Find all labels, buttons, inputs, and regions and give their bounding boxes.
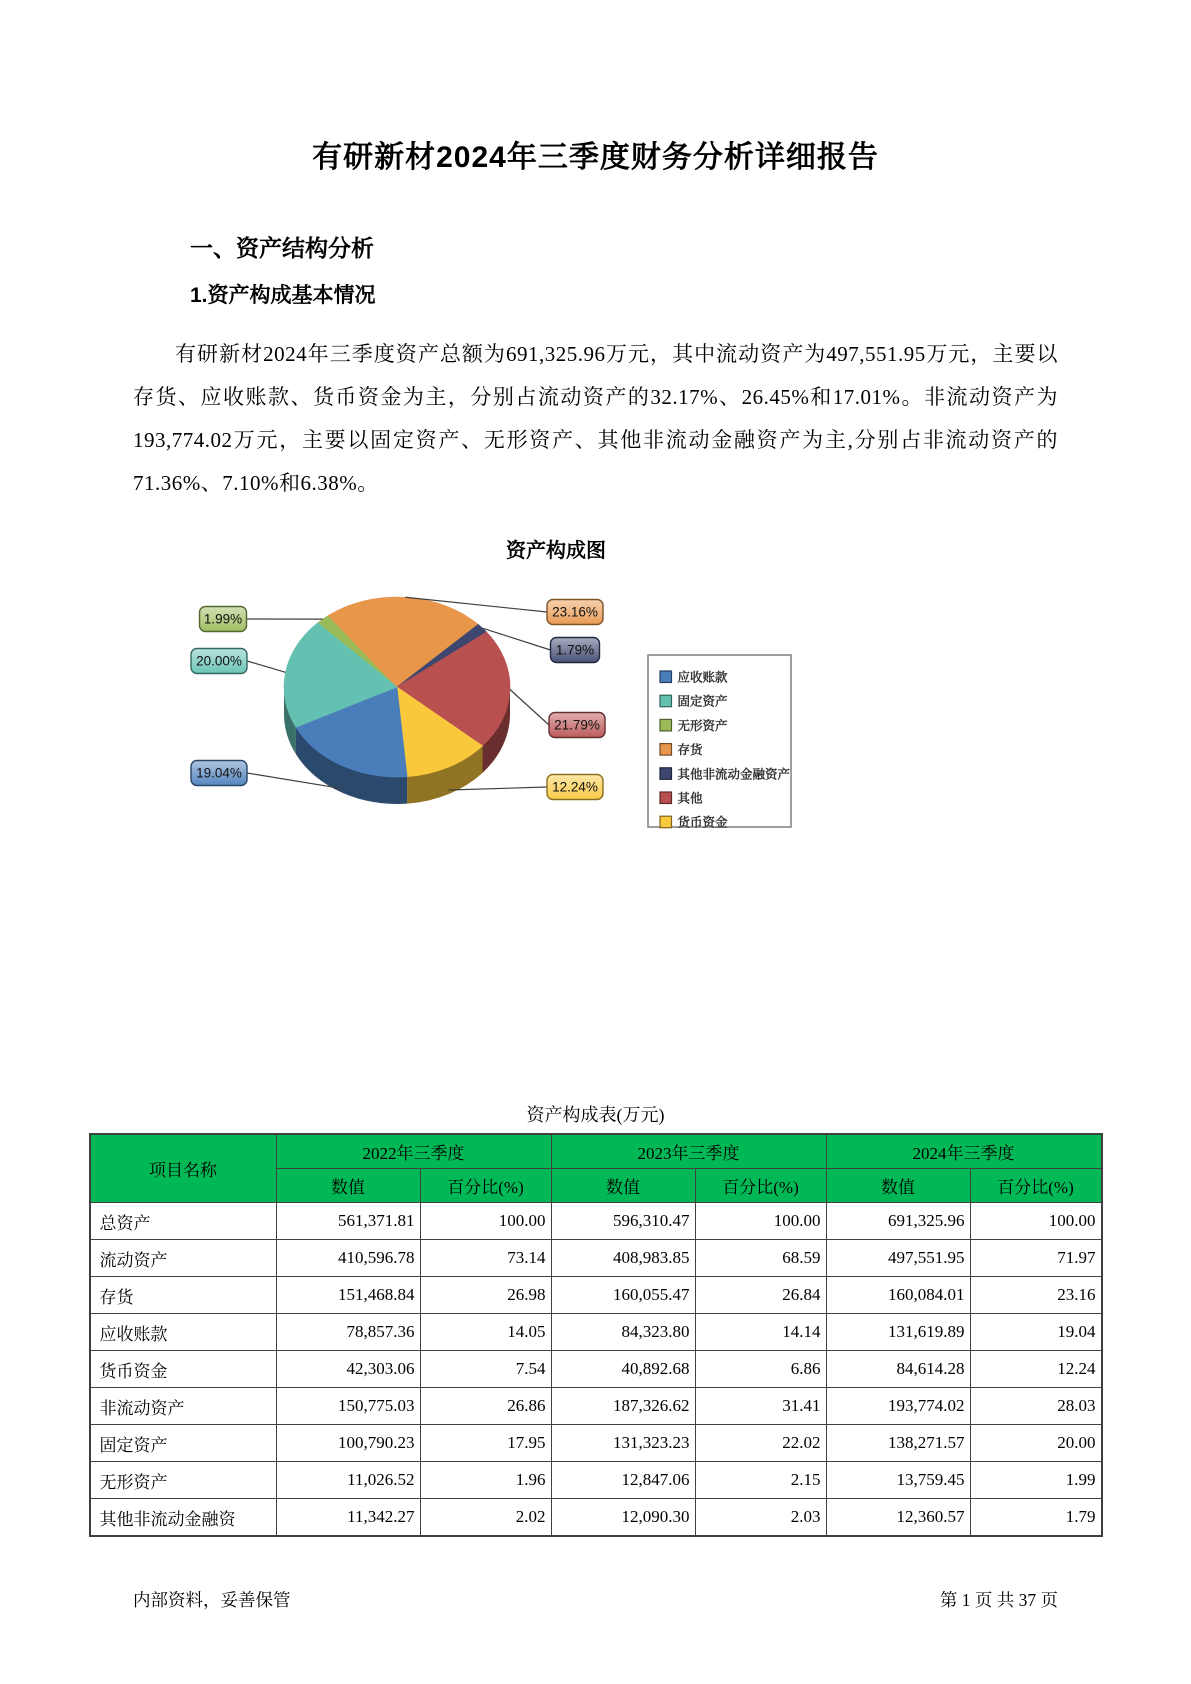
table-cell: 691,325.96 <box>826 1203 970 1240</box>
table-cell: 6.86 <box>695 1351 826 1388</box>
table-row <box>90 1351 1102 1388</box>
section-heading-asset-structure: 一、资产结构分析 <box>190 235 374 261</box>
legend-swatch-其他非流动金融资产 <box>660 768 672 780</box>
table-cell: 150,775.03 <box>276 1388 420 1425</box>
legend-label: 其他非流动金融资产 <box>677 767 791 782</box>
legend-label: 固定资产 <box>677 694 728 709</box>
table-cell: 131,323.23 <box>551 1425 695 1462</box>
table-cell: 22.02 <box>695 1425 826 1462</box>
column-header-period-2: 2024年三季度 <box>826 1134 1102 1169</box>
table-cell: 73.14 <box>420 1240 551 1277</box>
pie-percent-label: 1.79% <box>555 642 595 658</box>
label-leader-line <box>449 787 547 790</box>
pie-percent-label: 19.04% <box>196 765 242 781</box>
table-row <box>90 1314 1102 1351</box>
table-cell: 1.79 <box>970 1499 1102 1537</box>
footer-confidential-note: 内部资料，妥善保管 <box>133 1590 291 1610</box>
table-cell: 84,323.80 <box>551 1314 695 1351</box>
table-cell: 14.14 <box>695 1314 826 1351</box>
table-cell: 71.97 <box>970 1240 1102 1277</box>
legend-label: 货币资金 <box>677 815 728 830</box>
table-cell: 11,342.27 <box>276 1499 420 1537</box>
table-row <box>90 1203 1102 1240</box>
row-label: 固定资产 <box>90 1425 277 1462</box>
legend-label: 应收账款 <box>677 670 728 685</box>
column-header-value: 数值 <box>551 1169 695 1203</box>
pie-percent-label: 20.00% <box>196 653 242 669</box>
table-row <box>90 1462 1102 1499</box>
table-cell: 31.41 <box>695 1388 826 1425</box>
legend-swatch-存货 <box>660 744 672 756</box>
table-cell: 131,619.89 <box>826 1314 970 1351</box>
table-cell: 12,090.30 <box>551 1499 695 1537</box>
table-cell: 187,326.62 <box>551 1388 695 1425</box>
row-label: 其他非流动金融资 <box>90 1499 277 1537</box>
table-cell: 100,790.23 <box>276 1425 420 1462</box>
row-label: 流动资产 <box>90 1240 277 1277</box>
column-header-percent: 百分比(%) <box>420 1169 551 1203</box>
table-cell: 1.96 <box>420 1462 551 1499</box>
table-cell: 1.99 <box>970 1462 1102 1499</box>
table-cell: 13,759.45 <box>826 1462 970 1499</box>
table-cell: 2.15 <box>695 1462 826 1499</box>
column-header-percent: 百分比(%) <box>695 1169 826 1203</box>
asset-table-title: 资产构成表(万元) <box>526 1105 665 1126</box>
row-label: 货币资金 <box>90 1351 277 1388</box>
footer-page-number: 第 1 页 共 37 页 <box>939 1590 1058 1610</box>
label-leader-line <box>510 690 549 725</box>
asset-summary-paragraph: 有研新材2024年三季度资产总额为691,325.96万元，其中流动资产为497,551.95万元，主要以存货、应收账款、货币资金为主，分别占流动资产的32.17%、26.45%和17.01%。非流动资产为193,774.02万元，主要以固定资产、无形资产、其他非流动金融资产为主,分别占非流动资产的71.36%、7.10%和6.38%。 <box>133 342 1058 496</box>
pie-percent-label: 23.16% <box>552 604 598 620</box>
table-cell: 138,271.57 <box>826 1425 970 1462</box>
table-cell: 19.04 <box>970 1314 1102 1351</box>
row-label: 应收账款 <box>90 1314 277 1351</box>
asset-composition-chart-area <box>0 519 1191 949</box>
table-cell: 561,371.81 <box>276 1203 420 1240</box>
table-row <box>90 1277 1102 1314</box>
table-row <box>90 1499 1102 1537</box>
table-cell: 151,468.84 <box>276 1277 420 1314</box>
row-label: 非流动资产 <box>90 1388 277 1425</box>
legend-label: 其他 <box>677 791 703 806</box>
table-row <box>90 1425 1102 1462</box>
table-cell: 23.16 <box>970 1277 1102 1314</box>
table-cell: 28.03 <box>970 1388 1102 1425</box>
asset-composition-pie-chart <box>120 519 1070 949</box>
report-title: 有研新材2024年三季度财务分析详细报告 <box>312 141 879 174</box>
pie-percent-label: 1.99% <box>203 611 243 627</box>
table-cell: 14.05 <box>420 1314 551 1351</box>
column-header-item-name: 项目名称 <box>90 1134 277 1203</box>
page-footer <box>133 1587 1058 1612</box>
table-cell: 26.86 <box>420 1388 551 1425</box>
table-cell: 160,084.01 <box>826 1277 970 1314</box>
table-cell: 12.24 <box>970 1351 1102 1388</box>
table-cell: 100.00 <box>695 1203 826 1240</box>
table-cell: 40,892.68 <box>551 1351 695 1388</box>
column-header-period-1: 2023年三季度 <box>551 1134 826 1169</box>
table-cell: 2.02 <box>420 1499 551 1537</box>
legend-swatch-固定资产 <box>660 695 672 707</box>
table-cell: 596,310.47 <box>551 1203 695 1240</box>
table-cell: 12,847.06 <box>551 1462 695 1499</box>
table-cell: 84,614.28 <box>826 1351 970 1388</box>
table-cell: 78,857.36 <box>276 1314 420 1351</box>
table-cell: 42,303.06 <box>276 1351 420 1388</box>
subsection-heading-asset-composition: 1.资产构成基本情况 <box>190 284 376 307</box>
column-header-value: 数值 <box>276 1169 420 1203</box>
legend-swatch-其他 <box>660 792 672 804</box>
table-cell: 26.84 <box>695 1277 826 1314</box>
legend-label: 存货 <box>677 743 703 758</box>
table-row <box>90 1388 1102 1425</box>
pie-percent-label: 21.79% <box>554 717 600 733</box>
legend-swatch-应收账款 <box>660 671 672 683</box>
table-cell: 26.98 <box>420 1277 551 1314</box>
table-row <box>90 1240 1102 1277</box>
table-cell: 100.00 <box>420 1203 551 1240</box>
legend-swatch-无形资产 <box>660 720 672 732</box>
table-cell: 20.00 <box>970 1425 1102 1462</box>
row-label: 无形资产 <box>90 1462 277 1499</box>
label-leader-line <box>247 661 286 672</box>
legend-label: 无形资产 <box>677 719 728 734</box>
column-header-period-0: 2022年三季度 <box>276 1134 551 1169</box>
table-cell: 100.00 <box>970 1203 1102 1240</box>
table-cell: 160,055.47 <box>551 1277 695 1314</box>
table-cell: 193,774.02 <box>826 1388 970 1425</box>
table-cell: 408,983.85 <box>551 1240 695 1277</box>
table-cell: 497,551.95 <box>826 1240 970 1277</box>
row-label: 总资产 <box>90 1203 277 1240</box>
table-cell: 12,360.57 <box>826 1499 970 1537</box>
chart-title: 资产构成图 <box>506 540 606 563</box>
table-cell: 410,596.78 <box>276 1240 420 1277</box>
table-cell: 17.95 <box>420 1425 551 1462</box>
table-cell: 7.54 <box>420 1351 551 1388</box>
table-cell: 68.59 <box>695 1240 826 1277</box>
pie-percent-label: 12.24% <box>552 779 598 795</box>
row-label: 存货 <box>90 1277 277 1314</box>
column-header-value: 数值 <box>826 1169 970 1203</box>
table-cell: 2.03 <box>695 1499 826 1537</box>
table-cell: 11,026.52 <box>276 1462 420 1499</box>
legend-swatch-货币资金 <box>660 816 672 828</box>
asset-composition-table <box>89 1133 1103 1537</box>
column-header-percent: 百分比(%) <box>970 1169 1102 1203</box>
